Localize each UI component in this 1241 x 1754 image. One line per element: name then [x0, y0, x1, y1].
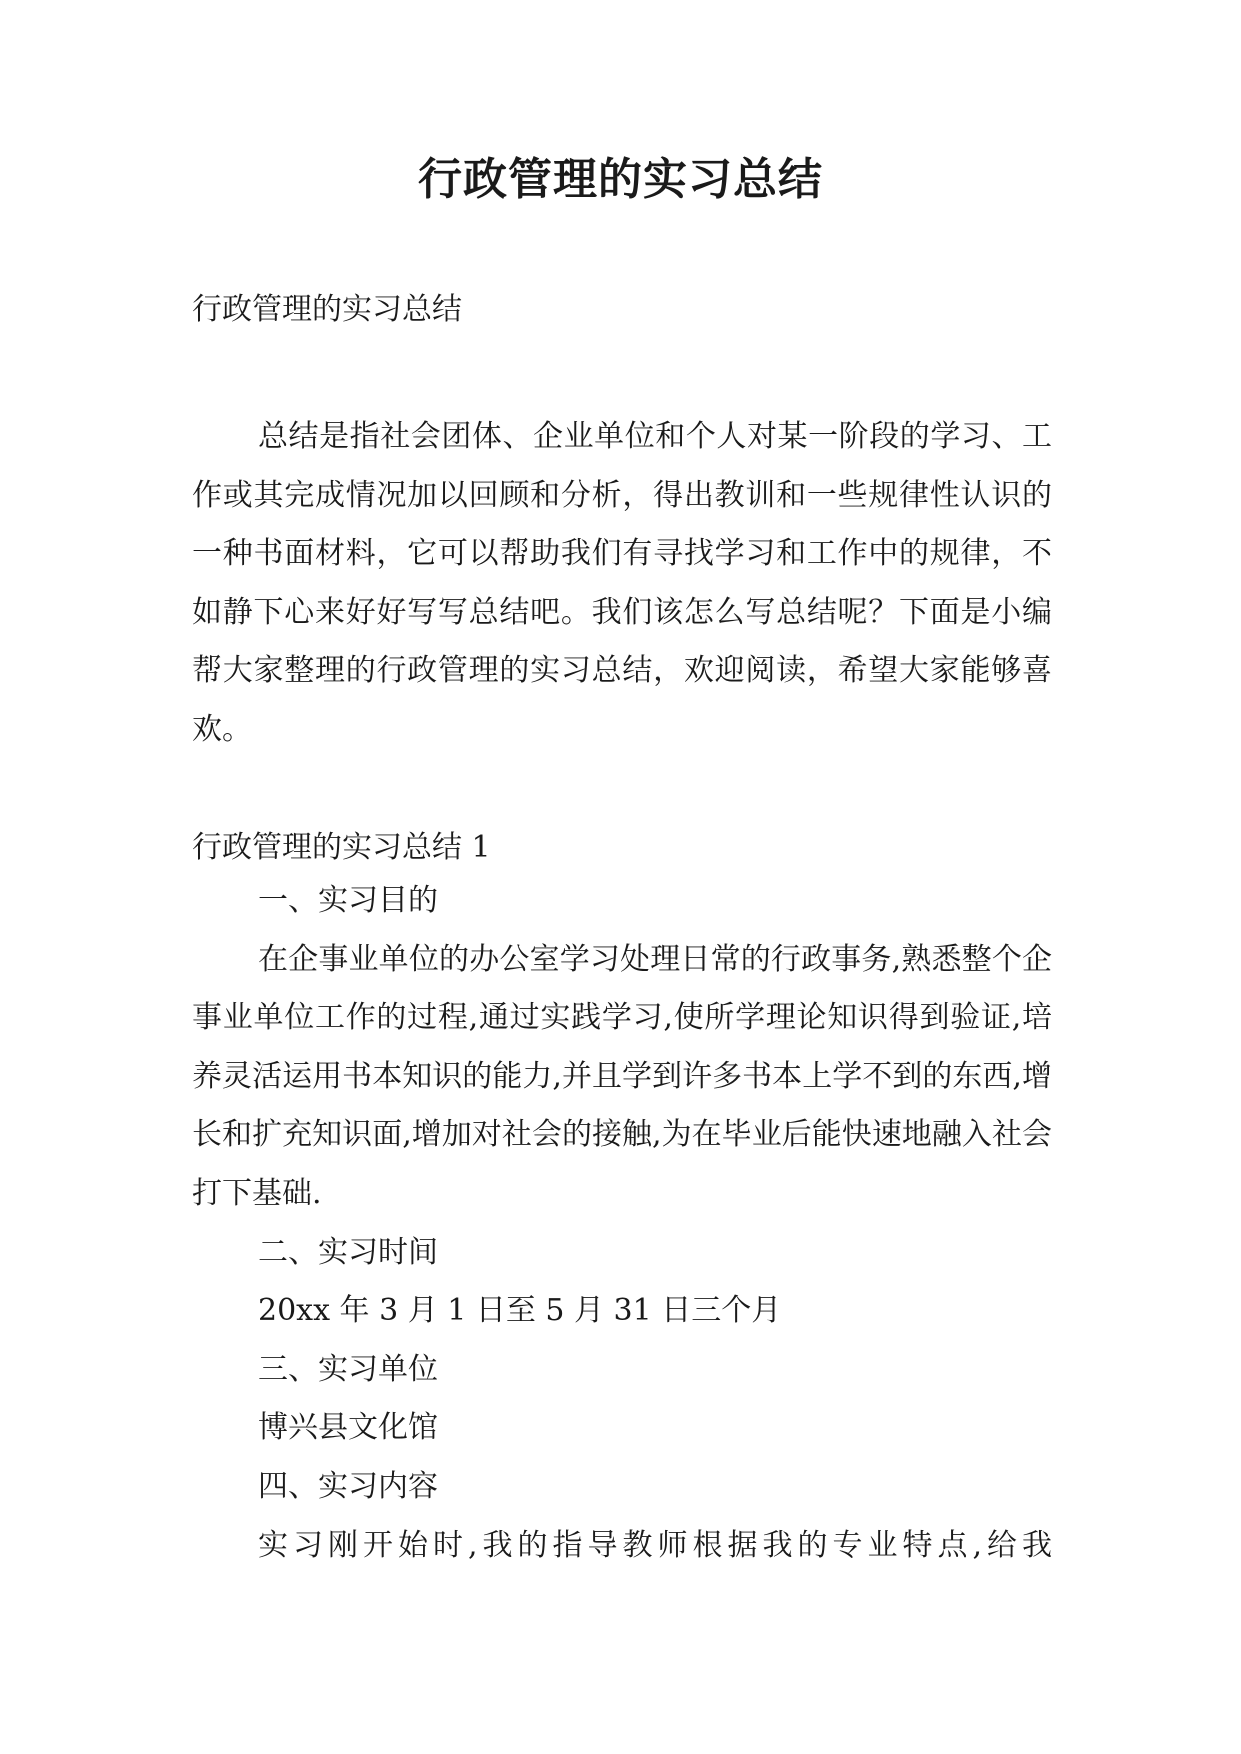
heading-time: 二、实习时间 [258, 1234, 438, 1270]
heading-unit: 三、实习单位 [258, 1351, 438, 1387]
section-title: 行政管理的实习总结 1 [192, 830, 491, 865]
purpose-paragraph: 在企事业单位的办公室学习处理日常的行政事务,熟悉整个企事业单位工作的过程,通过实践学习,使所学理论知识得到验证,培养灵活运用书本知识的能力,并且学到许多书本上学不到的东西,增长和扩充知识面,增加对社会的接触,为在毕业后能快速地融入社会打下基础. [192, 941, 1052, 1211]
intro-paragraph: 总结是指社会团体、企业单位和个人对某一阶段的学习、工作或其完成情况加以回顾和分析，得出教训和一些规律性认识的一种书面材料，它可以帮助我们有寻找学习和工作中的规律，不如静下心来好好写写总结吧。我们该怎么写总结呢？下面是小编帮大家整理的行政管理的实习总结，欢迎阅读，希望大家能够喜欢。 [192, 419, 1052, 747]
section-body [192, 872, 1052, 1575]
document-title: 行政管理的实习总结 [418, 154, 823, 205]
content-paragraph: 实习刚开始时,我的指导教师根据我的专业特点,给我 [258, 1527, 1052, 1563]
time-value: 20xx 年 3 月 1 日至 5 月 31 日三个月 [258, 1293, 782, 1329]
unit-value: 博兴县文化馆 [258, 1410, 438, 1446]
heading-content: 四、实习内容 [258, 1468, 438, 1504]
document-subtitle: 行政管理的实习总结 [192, 292, 462, 327]
heading-purpose: 一、实习目的 [258, 883, 438, 918]
